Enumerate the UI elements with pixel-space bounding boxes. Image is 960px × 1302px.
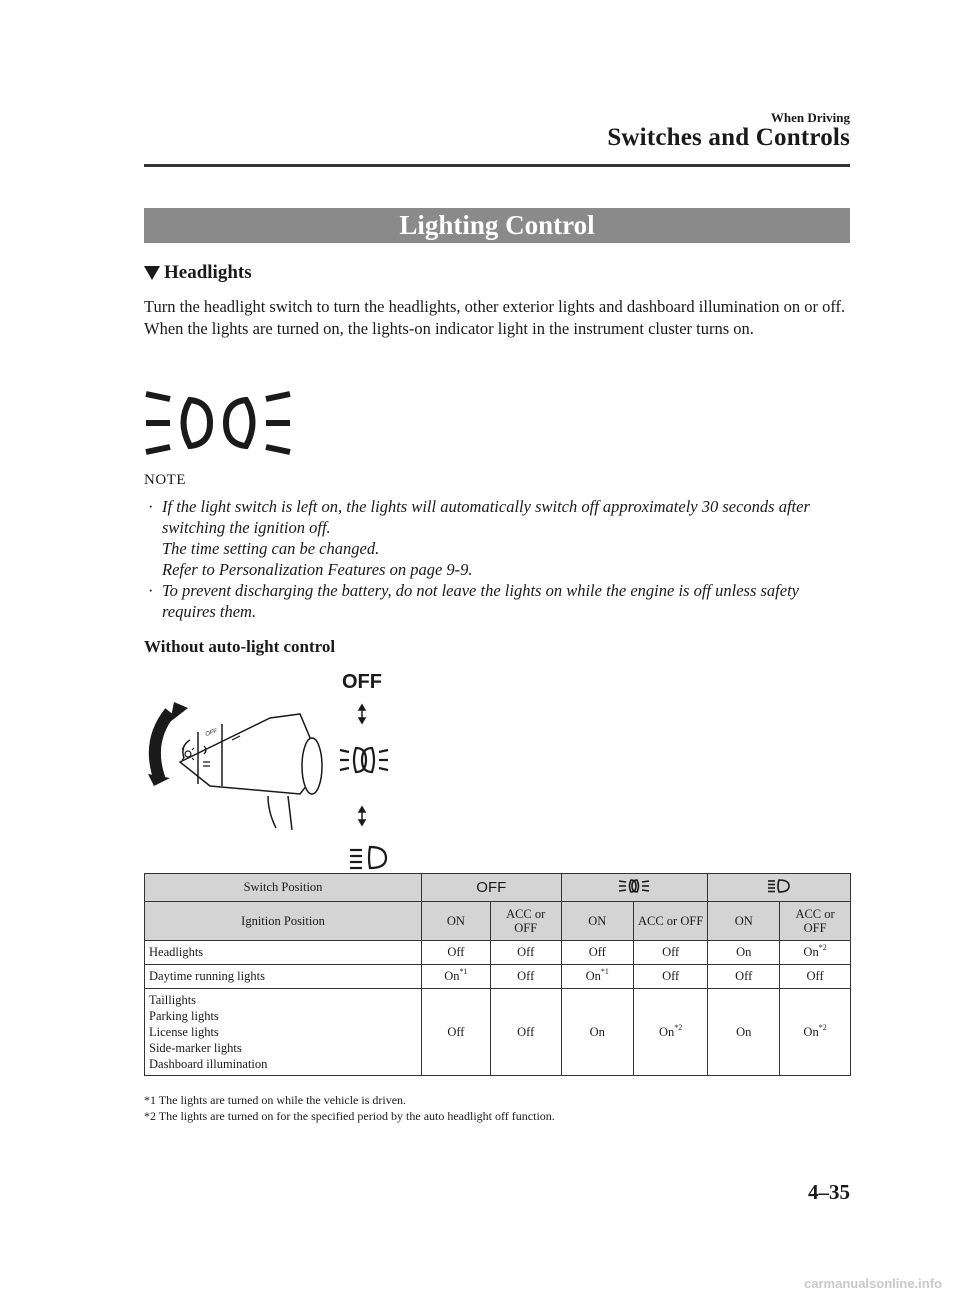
body-paragraph: Turn the headlight switch to turn the headlights, other exterior lights and dashboard illumination on or off. (144, 297, 846, 316)
cell-value: Off (447, 945, 465, 959)
row-label-line: Side-marker lights (149, 1041, 242, 1055)
table-cell (633, 965, 707, 989)
row-label-line: License lights (149, 1025, 219, 1039)
ignition-cell: ACC or OFF (633, 902, 707, 941)
footnote-mark: *2 (674, 1022, 683, 1032)
section-banner: Lighting Control (144, 208, 850, 243)
table-header-off: OFF (422, 874, 562, 902)
cell-value: Off (588, 945, 606, 959)
cell-value: On (444, 969, 460, 983)
lights-on-indicator-icon (142, 390, 294, 458)
parking-light-icon (766, 878, 792, 894)
footnotes (144, 1092, 555, 1124)
switch-stalk-icon (180, 714, 322, 830)
table-cell (490, 989, 561, 1076)
rotation-arrow-icon (155, 712, 170, 780)
table-header-headlight (561, 874, 708, 902)
note-item (144, 496, 856, 580)
subsection-heading (144, 262, 252, 284)
note-label: NOTE (144, 472, 186, 488)
bullet-dot-icon: · (148, 497, 154, 516)
row-label: Headlights (145, 941, 422, 965)
body-paragraph: When the lights are turned on, the lights-on indicator light in the instrument cluster turns on. (144, 319, 754, 338)
ignition-cell: ON (422, 902, 491, 941)
table-cell (633, 941, 707, 965)
running-header-title: Switches and Controls (607, 124, 850, 151)
header-rule (144, 164, 850, 167)
row-label (145, 989, 422, 1076)
table-cell (780, 965, 851, 989)
table-row (145, 989, 851, 1076)
table-cell (422, 989, 491, 1076)
table-cell (780, 989, 851, 1076)
ignition-cell: ACC or OFF (780, 902, 851, 941)
footnote-mark: *1 (600, 967, 609, 976)
headlight-icon (617, 878, 651, 894)
row-label: Daytime running lights (145, 965, 422, 989)
off-position-label: OFF (342, 671, 382, 693)
footnote-mark: *2 (818, 943, 827, 952)
note-line: Refer to Personalization Features on page 9-9. (162, 560, 473, 579)
cell-value: On (803, 945, 819, 959)
ignition-cell: ON (561, 902, 633, 941)
body-text (144, 296, 854, 340)
note-line: The time setting can be changed. (162, 539, 380, 558)
note-line: If the light switch is left on, the lights will automatically switch off approximately 30 seconds after switching the ignition off. (162, 497, 810, 537)
table-cell (561, 965, 633, 989)
table-cell (780, 941, 851, 965)
note-line: To prevent discharging the battery, do not leave the lights on while the engine is off unless safety requires them. (162, 581, 799, 621)
footnote-mark: *1 (459, 967, 468, 976)
heading-text: Headlights (164, 262, 252, 283)
cell-value: Off (662, 969, 680, 983)
table-header-ignition-position: Ignition Position (145, 902, 422, 941)
page-number: 4–35 (808, 1180, 850, 1204)
cell-value: On (736, 945, 752, 959)
triangle-bullet-icon (144, 266, 160, 280)
cell-value: Off (517, 1024, 535, 1039)
table-row (145, 902, 851, 941)
stalk-off-label: OFF (204, 728, 219, 738)
footnote: *1 The lights are turned on while the vehicle is driven. (144, 1093, 407, 1107)
table-cell (708, 989, 780, 1076)
running-header-section: When Driving (770, 110, 850, 125)
cell-value: On (585, 969, 601, 983)
cell-value: On (589, 1024, 605, 1039)
cell-value: Off (662, 945, 680, 959)
table-header-parking (708, 874, 851, 902)
table-cell (708, 941, 780, 965)
table-cell (490, 941, 561, 965)
table-cell (490, 965, 561, 989)
table-cell (422, 965, 491, 989)
bullet-dot-icon: · (148, 581, 154, 600)
figure-heading: Without auto-light control (144, 637, 336, 656)
footnote: *2 The lights are turned on for the specified period by the auto headlight off function. (144, 1109, 555, 1123)
ignition-cell: ON (708, 902, 780, 941)
row-label-line: Taillights (149, 993, 197, 1007)
headlight-position-icon (340, 748, 388, 772)
table-row (145, 941, 851, 965)
light-switch-figure (140, 662, 400, 872)
table-row (145, 874, 851, 902)
footnote-mark: *2 (818, 1022, 827, 1032)
row-label-line: Dashboard illumination (149, 1057, 268, 1071)
table-cell (561, 941, 633, 965)
cell-value: Off (806, 969, 824, 983)
table-cell (708, 965, 780, 989)
note-list (144, 496, 856, 622)
table-header-switch-position: Switch Position (145, 874, 422, 902)
table-cell (633, 989, 707, 1076)
watermark: carmanualsonline.info (804, 1276, 942, 1291)
table-row (145, 965, 851, 989)
cell-value: On (658, 1024, 675, 1039)
cell-value: Off (735, 969, 753, 983)
ignition-cell: ACC or OFF (490, 902, 561, 941)
parking-light-position-icon (350, 847, 386, 868)
cell-value: On (736, 1024, 752, 1039)
cell-value: On (803, 1024, 819, 1039)
cell-value: Off (517, 945, 535, 959)
cell-value: Off (447, 1024, 465, 1039)
switch-position-table (144, 873, 851, 1076)
table-cell (422, 941, 491, 965)
note-item (144, 580, 856, 622)
cell-value: Off (517, 969, 535, 983)
row-label-line: Parking lights (149, 1009, 219, 1023)
table-cell (561, 989, 633, 1076)
